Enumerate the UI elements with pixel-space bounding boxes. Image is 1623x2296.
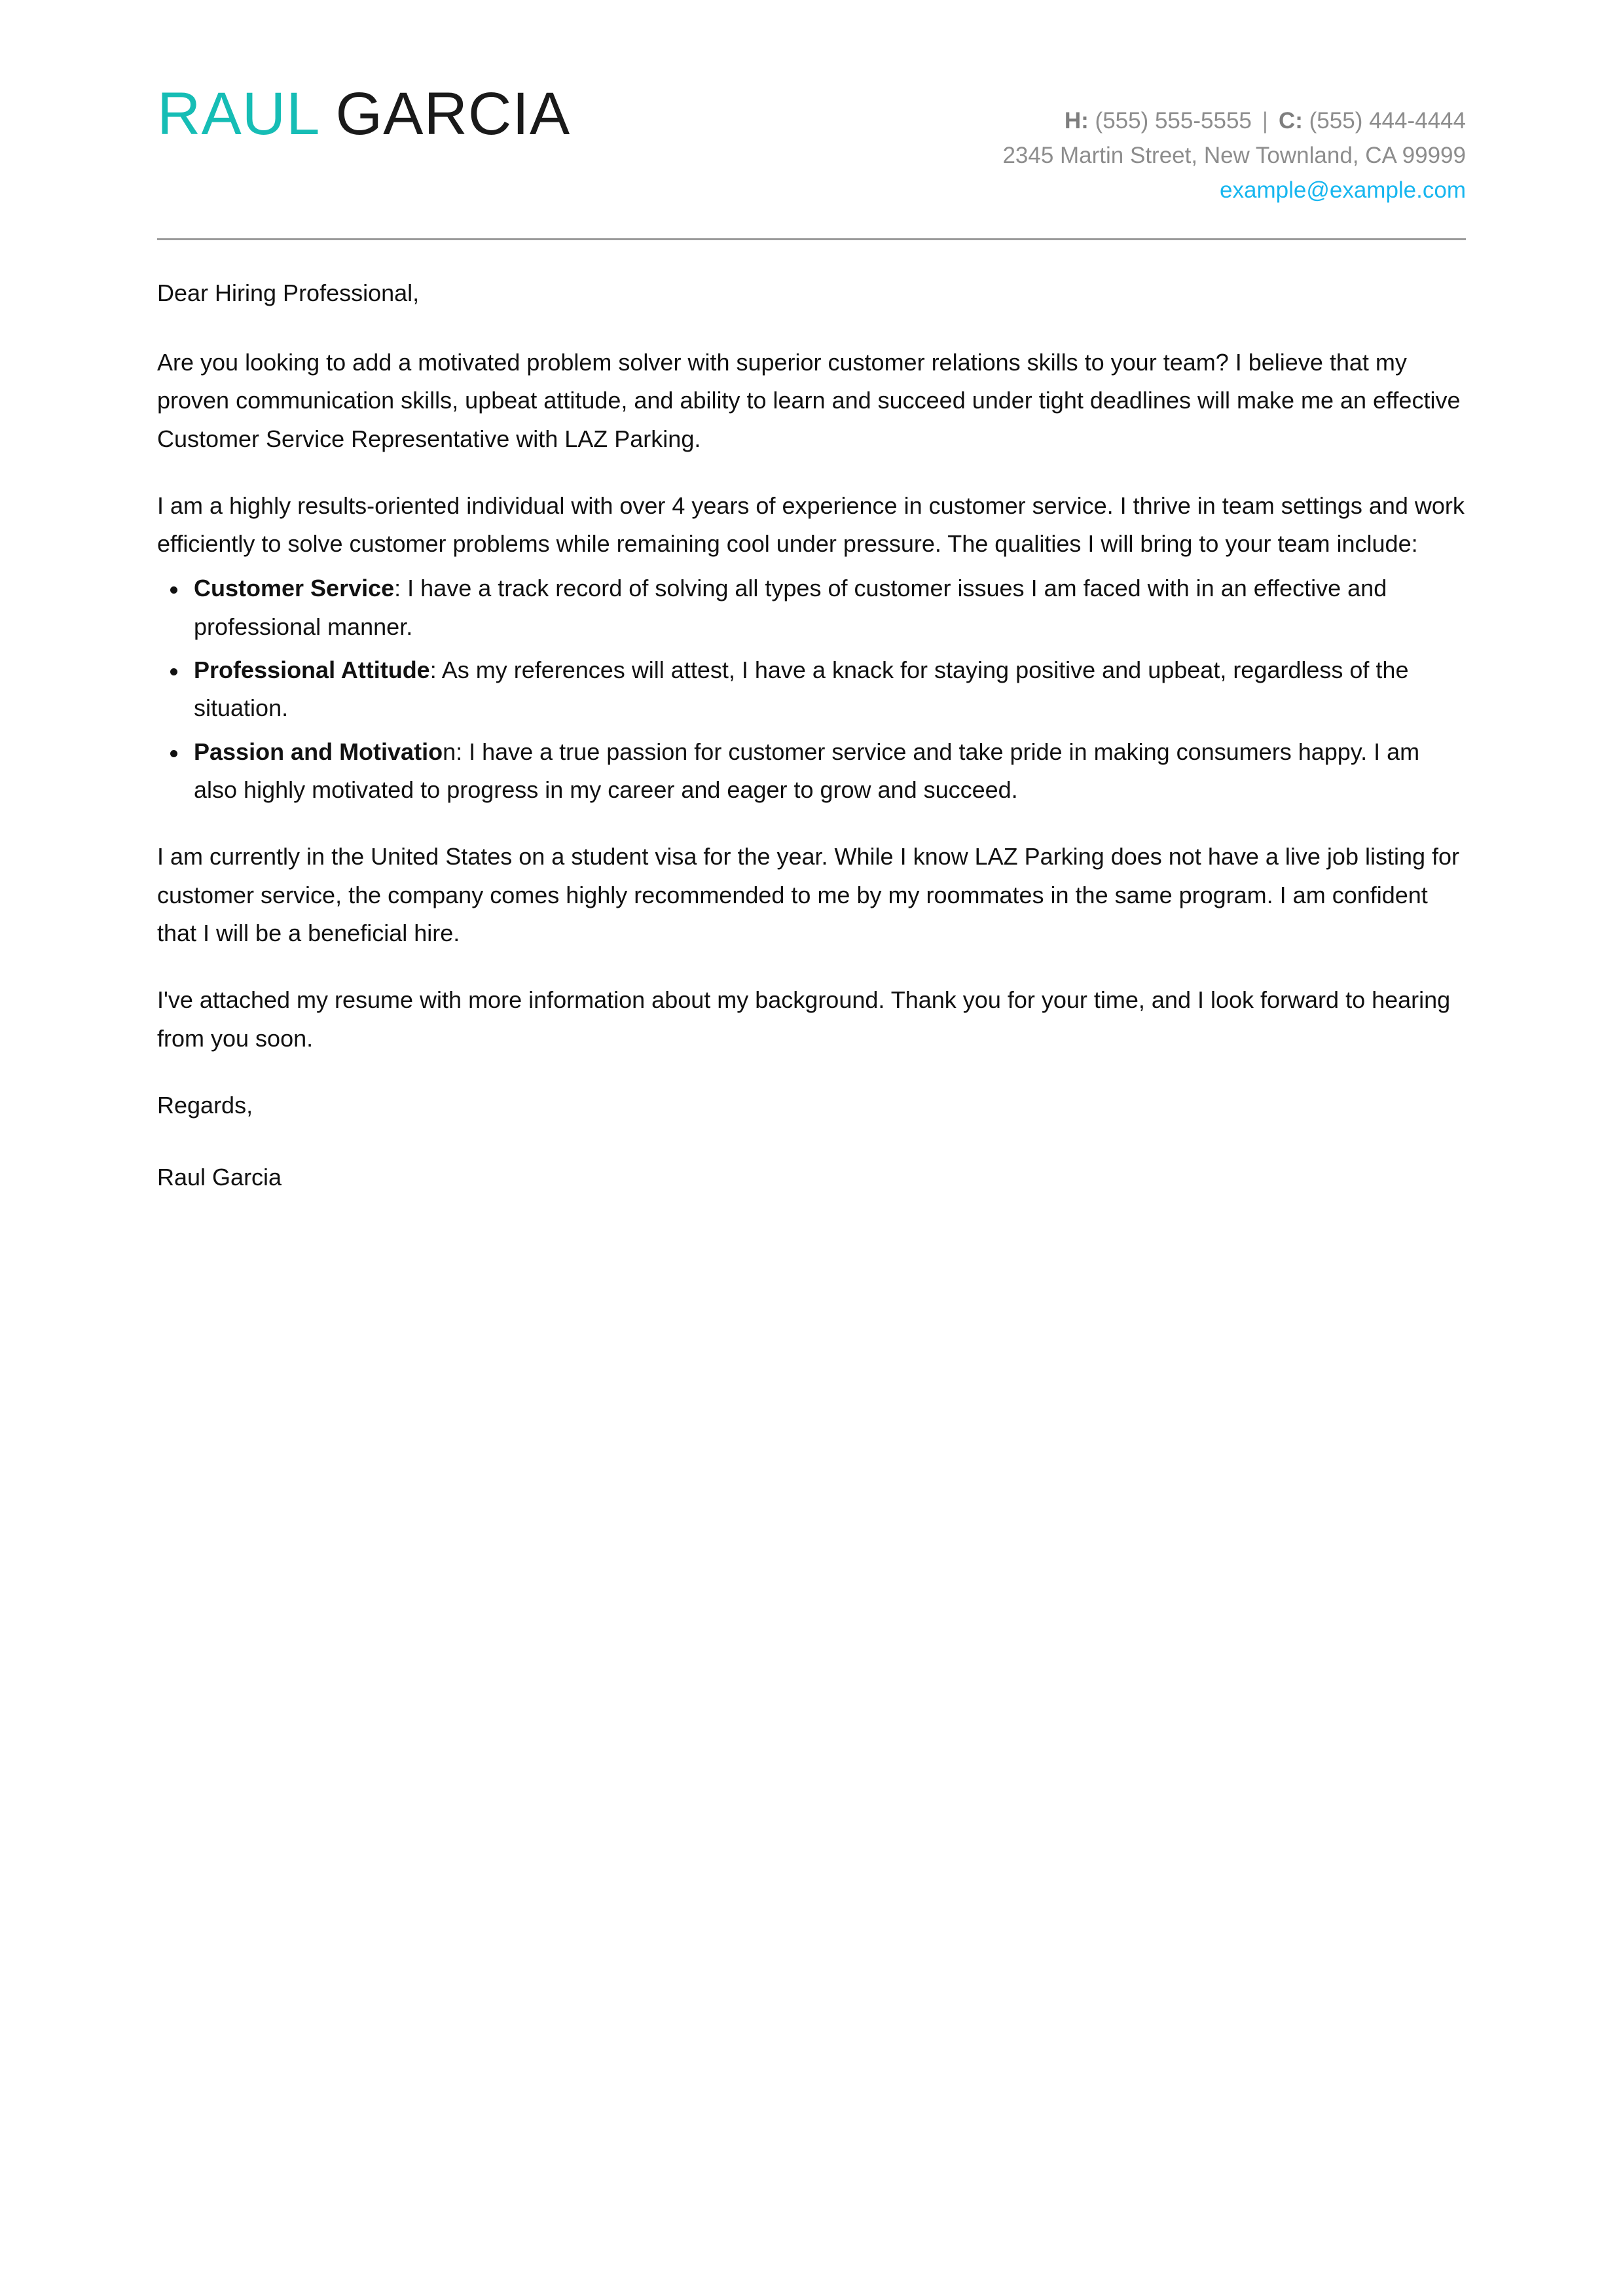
page-title xyxy=(157,81,571,147)
salutation: Dear Hiring Professional, xyxy=(157,279,420,306)
bullet-text: n: I have a true passion for customer service and take pride in making consumers happy. I am also highly motivated to progress in my career and eager to grow and succeed. xyxy=(194,738,1420,803)
contact-info xyxy=(1002,84,1466,208)
signature-name: Raul Garcia xyxy=(157,1164,282,1191)
bullet-text: : I have a track record of solving all types of customer issues I am faced with in an effective and professional manner. xyxy=(194,575,1387,640)
letter-header xyxy=(157,0,1466,208)
bullet-text: : As my references will attest, I have a knack for staying positive and upbeat, regardless of the situation. xyxy=(194,656,1409,722)
bullet-lead: Customer Service xyxy=(194,575,395,602)
contact-separator: | xyxy=(1262,108,1268,134)
bullet-lead: Passion and Motivatio xyxy=(194,738,443,765)
list-item xyxy=(194,651,1466,728)
first-name: RAUL xyxy=(157,81,318,147)
bullet-lead: Professional Attitude xyxy=(194,656,430,684)
paragraph-2: I am a highly results-oriented individual with over 4 years of experience in customer service. I thrive in team settings and work efficiently to solve customer problems while remaining cool under pressure. The qualities I will bring to your team include: xyxy=(157,492,1465,558)
last-name: GARCIA xyxy=(318,81,571,147)
address-line: 2345 Martin Street, New Townland, CA 99999 xyxy=(1002,143,1466,169)
list-item xyxy=(194,733,1466,810)
cell-phone-value: (555) 444-4444 xyxy=(1302,108,1466,134)
cell-phone-label: C: xyxy=(1278,108,1303,134)
paragraph-1: Are you looking to add a motivated problem solver with superior customer relations skills to your team? I believe that my proven communication skills, upbeat attitude, and ability to learn and succeed under tight deadlines will make me an effective Customer Service Representative with LAZ Parking. xyxy=(157,348,1461,452)
qualities-list xyxy=(157,569,1466,809)
list-item xyxy=(194,569,1466,646)
letter-body xyxy=(157,274,1466,1197)
signoff: Regards, xyxy=(157,1091,253,1119)
paragraph-3: I am currently in the United States on a student visa for the year. While I know LAZ Parking does not have a live job listing for customer service, the company comes highly recommended to me by my roommates in the same program. I am confident that I will be a beneficial hire. xyxy=(157,843,1460,946)
home-phone-label: H: xyxy=(1064,108,1089,134)
paragraph-4: I've attached my resume with more information about my background. Thank you for your time, and I look forward to hearing from you soon. xyxy=(157,986,1451,1052)
phone-line xyxy=(1002,103,1466,138)
home-phone-value: (555) 555-5555 xyxy=(1088,108,1252,134)
email-link[interactable]: example@example.com xyxy=(1220,177,1466,204)
header-divider xyxy=(157,238,1466,240)
